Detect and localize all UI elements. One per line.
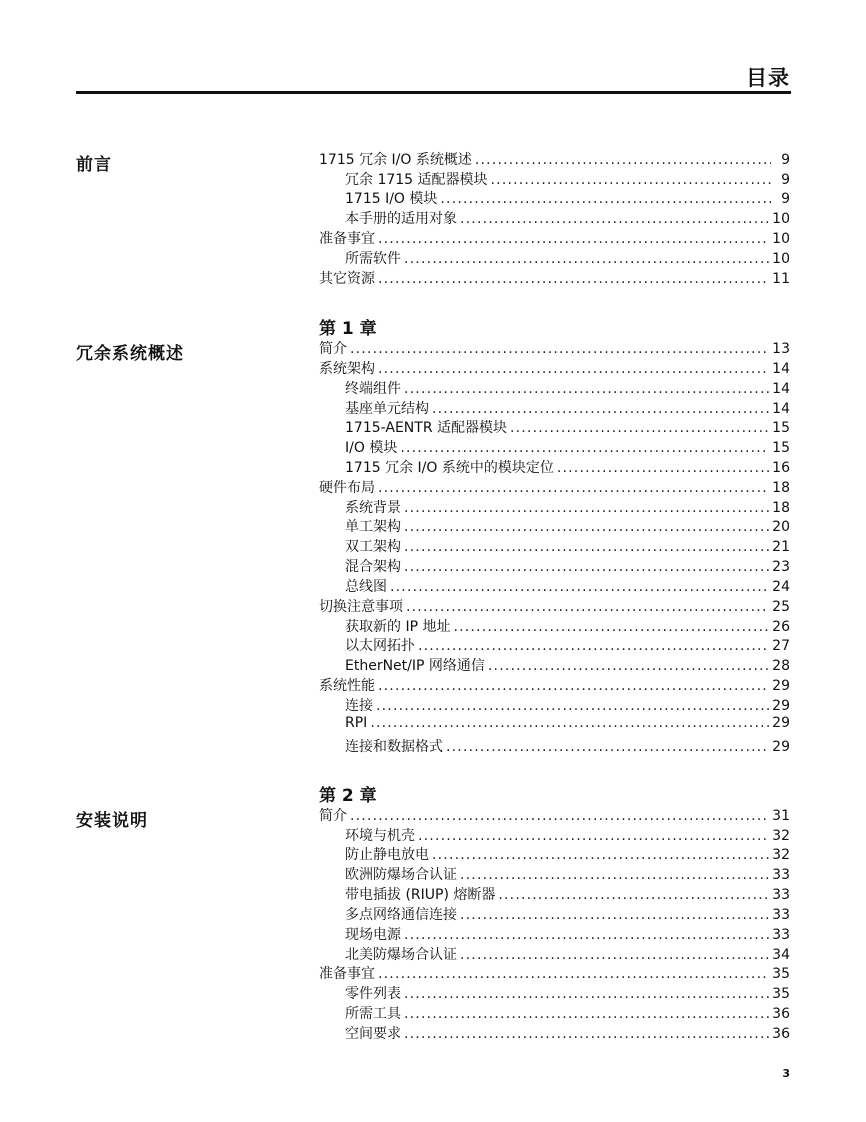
toc-entry-title: 防止静电放电: [345, 847, 429, 863]
toc-leader: [404, 498, 769, 518]
toc-entry-title: 环境与机壳: [345, 828, 415, 844]
toc-entry[interactable]: [345, 905, 790, 925]
toc-entry-title: 欧洲防爆场合认证: [345, 867, 457, 883]
toc-entry[interactable]: [345, 636, 790, 656]
toc-leader: [378, 964, 769, 984]
toc-entry-page: 15: [772, 440, 790, 456]
toc-leader: [404, 379, 769, 399]
toc-entry-page: 31: [772, 808, 790, 824]
toc-entry-page: 29: [772, 698, 790, 714]
toc-entry-page: 29: [772, 715, 790, 731]
toc-leader: [404, 249, 769, 269]
toc-entry-title: I/O 模块: [345, 440, 398, 456]
toc-entry-page: 15: [772, 420, 790, 436]
toc-entry-page: 10: [772, 251, 790, 267]
toc-entry-title: 混合架构: [345, 559, 401, 575]
toc-entry-title: 1715 冗余 I/O 系统概述: [319, 152, 472, 168]
toc-leader: [460, 905, 769, 925]
toc-entry[interactable]: [319, 806, 790, 826]
toc-entry-title: 所需软件: [345, 251, 401, 267]
toc-entry-title: 带电插拔 (RIUP) 熔断器: [345, 887, 496, 903]
page-title: 目录: [746, 66, 790, 90]
toc-entry[interactable]: [345, 1004, 790, 1024]
toc-entry-page: 18: [772, 480, 790, 496]
toc-entry[interactable]: [345, 189, 790, 209]
toc-entry[interactable]: [345, 826, 790, 846]
toc-entry[interactable]: [345, 438, 790, 458]
toc-entry-page: 33: [772, 927, 790, 943]
toc-entry-title: 1715-AENTR 适配器模块: [345, 420, 507, 436]
toc-leader: [400, 438, 769, 458]
toc-leader: [453, 617, 769, 637]
toc-entry[interactable]: [319, 269, 790, 289]
toc-entry[interactable]: [319, 597, 790, 617]
toc-entry[interactable]: [345, 1024, 790, 1044]
toc-entry-page: 10: [772, 211, 790, 227]
toc-entry[interactable]: [345, 170, 790, 190]
toc-entry-title: 现场电源: [345, 927, 401, 943]
toc-leader: [440, 189, 771, 209]
toc-entry[interactable]: [345, 925, 790, 945]
toc-entry-page: 10: [772, 231, 790, 247]
toc-entry[interactable]: [345, 945, 790, 965]
toc-entry-title: 空间要求: [345, 1026, 401, 1042]
toc-entry-title: 所需工具: [345, 1006, 401, 1022]
toc-entry-title: 连接和数据格式: [345, 739, 443, 755]
toc-entry-title: 基座单元结构: [345, 401, 429, 417]
toc-entry-title: 1715 I/O 模块: [345, 191, 438, 207]
toc-entry-page: 25: [772, 599, 790, 615]
toc-leader: [370, 713, 769, 733]
toc-entry[interactable]: [345, 458, 790, 478]
section-title-redundant-system: 冗余系统概述: [76, 344, 184, 364]
toc-entry-page: 35: [772, 986, 790, 1002]
toc-leader: [406, 597, 769, 617]
toc-entry-title: 系统背景: [345, 500, 401, 516]
toc-entry[interactable]: [345, 885, 790, 905]
section-title-preface: 前言: [76, 155, 112, 175]
toc-entry-title: 冗余 1715 适配器模块: [345, 172, 488, 188]
section-title-installation: 安装说明: [76, 811, 148, 831]
toc-leader: [378, 478, 769, 498]
toc-entry[interactable]: [319, 229, 790, 249]
toc-leader: [404, 1004, 769, 1024]
toc-entry[interactable]: [345, 517, 790, 537]
toc-entry-page: 9: [781, 191, 790, 207]
toc-entry-title: 终端组件: [345, 381, 401, 397]
toc-entry-title: 本手册的适用对象: [345, 211, 457, 227]
toc-entry-title: 北美防爆场合认证: [345, 947, 457, 963]
toc-entry-page: 26: [772, 619, 790, 635]
toc-entry[interactable]: [345, 249, 790, 269]
toc-entry[interactable]: [345, 845, 790, 865]
toc-entry-page: 14: [772, 381, 790, 397]
toc-leader: [404, 537, 769, 557]
toc-entry-page: 18: [772, 500, 790, 516]
toc-leader: [378, 676, 769, 696]
toc-entry-title: 总线图: [345, 579, 387, 595]
toc-entry-page: 32: [772, 828, 790, 844]
toc-leader: [432, 845, 769, 865]
toc-leader: [460, 865, 769, 885]
toc-entry-page: 29: [772, 678, 790, 694]
toc-entry[interactable]: [345, 984, 790, 1004]
toc-entry-page: 11: [772, 271, 790, 287]
toc-entry[interactable]: [345, 557, 790, 577]
toc-entry[interactable]: [345, 537, 790, 557]
toc-entry-title: 硬件布局: [319, 480, 375, 496]
toc-entry-title: 双工架构: [345, 539, 401, 555]
toc-leader: [432, 399, 769, 419]
toc-entry-title: 准备事宜: [319, 966, 375, 982]
toc-entry-page: 33: [772, 867, 790, 883]
toc-leader: [404, 1024, 769, 1044]
toc-entry[interactable]: [319, 676, 790, 696]
toc-entry-title: 其它资源: [319, 271, 375, 287]
toc-entry-page: 14: [772, 361, 790, 377]
toc-entry[interactable]: [345, 713, 790, 733]
toc-leader: [378, 229, 769, 249]
toc-entry-title: RPI: [345, 715, 368, 731]
toc-entry[interactable]: [345, 737, 790, 757]
toc-leader: [557, 458, 769, 478]
toc-entry-title: 多点网络通信连接: [345, 907, 457, 923]
toc-entry-title: 系统性能: [319, 678, 375, 694]
toc-leader: [350, 806, 769, 826]
toc-entry-page: 33: [772, 907, 790, 923]
toc-entry-page: 16: [772, 460, 790, 476]
toc-entry[interactable]: [319, 150, 790, 170]
page-number: 3: [782, 1067, 790, 1080]
toc-entry-page: 32: [772, 847, 790, 863]
toc-entry-title: 切换注意事项: [319, 599, 403, 615]
toc-entry-title: EtherNet/IP 网络通信: [345, 658, 485, 674]
toc-entry-page: 21: [772, 539, 790, 555]
toc-leader: [418, 826, 769, 846]
toc-leader: [460, 209, 769, 229]
toc-entry-title: 1715 冗余 I/O 系统中的模块定位: [345, 460, 554, 476]
toc-leader: [378, 359, 769, 379]
toc-entry-page: 20: [772, 519, 790, 535]
toc-leader: [446, 737, 769, 757]
toc-entry-page: 14: [772, 401, 790, 417]
toc-entry[interactable]: [345, 399, 790, 419]
toc-leader: [510, 418, 769, 438]
toc-entry-page: 23: [772, 559, 790, 575]
toc-entry-page: 36: [772, 1026, 790, 1042]
toc-entry-page: 35: [772, 966, 790, 982]
toc-entry[interactable]: [345, 656, 790, 676]
toc-entry[interactable]: [345, 617, 790, 637]
toc-leader: [350, 339, 769, 359]
toc-entry-page: 34: [772, 947, 790, 963]
toc-leader: [404, 557, 769, 577]
toc-leader: [418, 636, 769, 656]
toc-entry-page: 9: [781, 172, 790, 188]
toc-entry-title: 简介: [319, 808, 347, 824]
toc-entry[interactable]: [345, 498, 790, 518]
toc-entry-page: 24: [772, 579, 790, 595]
chapter-label: 第 1 章: [319, 319, 377, 339]
toc-leader: [488, 656, 769, 676]
toc-entry-page: 13: [772, 341, 790, 357]
toc-entry-title: 准备事宜: [319, 231, 375, 247]
toc-entry-page: 33: [772, 887, 790, 903]
toc-entry[interactable]: [345, 865, 790, 885]
toc-entry-title: 获取新的 IP 地址: [345, 619, 451, 635]
toc-leader: [498, 885, 769, 905]
toc-leader: [475, 150, 771, 170]
chapter-label: 第 2 章: [319, 786, 377, 806]
toc-leader: [390, 577, 769, 597]
toc-entry-page: 28: [772, 658, 790, 674]
toc-entry[interactable]: [319, 964, 790, 984]
toc-entry[interactable]: [345, 577, 790, 597]
toc-leader: [491, 170, 771, 190]
toc-entry-page: 27: [772, 638, 790, 654]
toc-entry-page: 9: [781, 152, 790, 168]
toc-entry-title: 以太网拓扑: [345, 638, 415, 654]
toc-entry-page: 29: [772, 739, 790, 755]
toc-entry[interactable]: [345, 379, 790, 399]
toc-entry[interactable]: [319, 478, 790, 498]
toc-entry[interactable]: [345, 209, 790, 229]
toc-entry[interactable]: [345, 418, 790, 438]
header-rule: [76, 91, 791, 94]
toc-entry[interactable]: [319, 359, 790, 379]
toc-leader: [378, 269, 769, 289]
toc-entry-title: 系统架构: [319, 361, 375, 377]
toc-leader: [404, 517, 769, 537]
toc-entry-title: 简介: [319, 341, 347, 357]
toc-entry-page: 36: [772, 1006, 790, 1022]
toc-entry-title: 零件列表: [345, 986, 401, 1002]
toc-leader: [404, 984, 769, 1004]
toc-entry-title: 单工架构: [345, 519, 401, 535]
toc-leader: [404, 925, 769, 945]
toc-entry[interactable]: [319, 339, 790, 359]
toc-leader: [460, 945, 769, 965]
toc-entry-title: 连接: [345, 698, 373, 714]
